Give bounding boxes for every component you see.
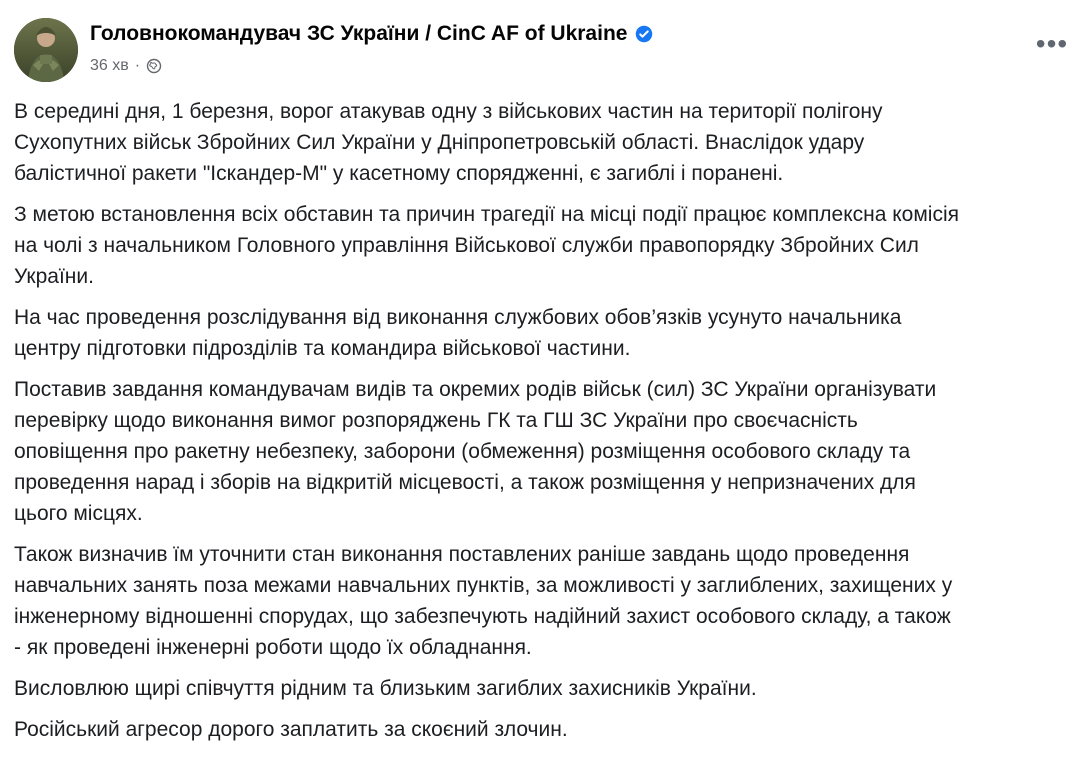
paragraph-6: Висловлюю щирі співчуття рідним та близьким загиблих захисників України. <box>14 677 757 700</box>
globe-icon[interactable] <box>146 58 162 74</box>
post-meta <box>90 57 162 75</box>
avatar[interactable] <box>14 18 78 82</box>
meta-separator: · <box>134 57 141 74</box>
post-content <box>14 96 1074 745</box>
verified-badge-icon <box>635 25 653 43</box>
paragraph-4: Поставив завдання командувачам видів та окремих родів військ (сил) ЗС України організувати перевірку щодо виконання вимог розпоряджень ГК та ГШ ЗС України про своєчасність оповіщення про ракетну небезпеку, заборони (обмеження) розміщення особового складу та проведення нарад і зборів на відкритій місцевості, а також розміщення у непризначених для цього місцях. <box>14 378 937 525</box>
more-options-dots: ••• <box>1035 28 1069 59</box>
paragraph-2: З метою встановлення всіх обставин та причин трагедії на місці події працює комплексна комісія на чолі з начальником Головного управління Військової служби правопорядку Збройних Сил України. <box>14 203 959 288</box>
paragraph-7: Російський агресор дорого заплатить за скоєний злочин. <box>14 718 568 741</box>
paragraph-1: В середині дня, 1 березня, ворог атакував одну з військових частин на території полігону Сухопутних військ Збройних Сил України у Дніпропетровській області. Внаслідок удару балістичної ракети "Іскандер-М" у касетному спорядженні, є загиблі і поранені. <box>14 100 883 185</box>
avatar-icon <box>14 18 78 82</box>
more-options-icon[interactable] <box>1034 28 1070 59</box>
post-author[interactable] <box>90 22 653 46</box>
paragraph-3: На час проведення розслідування від виконання службових обов’язків усунуто начальника центру підготовки підрозділів та командира військової частини. <box>14 306 902 360</box>
post-time[interactable]: 36 хв <box>90 57 129 74</box>
author-name[interactable]: Головнокомандувач ЗС України / CinC AF of Ukraine <box>90 22 628 45</box>
paragraph-5: Також визначив їм уточнити стан виконання поставлених раніше завдань щодо проведення навчальних занять поза межами навчальних пунктів, за можливості у заглиблених, захищених у інженерному відношенні спорудах, що забезпечують надійний захист особового складу, а також - як проведені інженерні роботи щодо їх обладнання. <box>14 543 953 659</box>
